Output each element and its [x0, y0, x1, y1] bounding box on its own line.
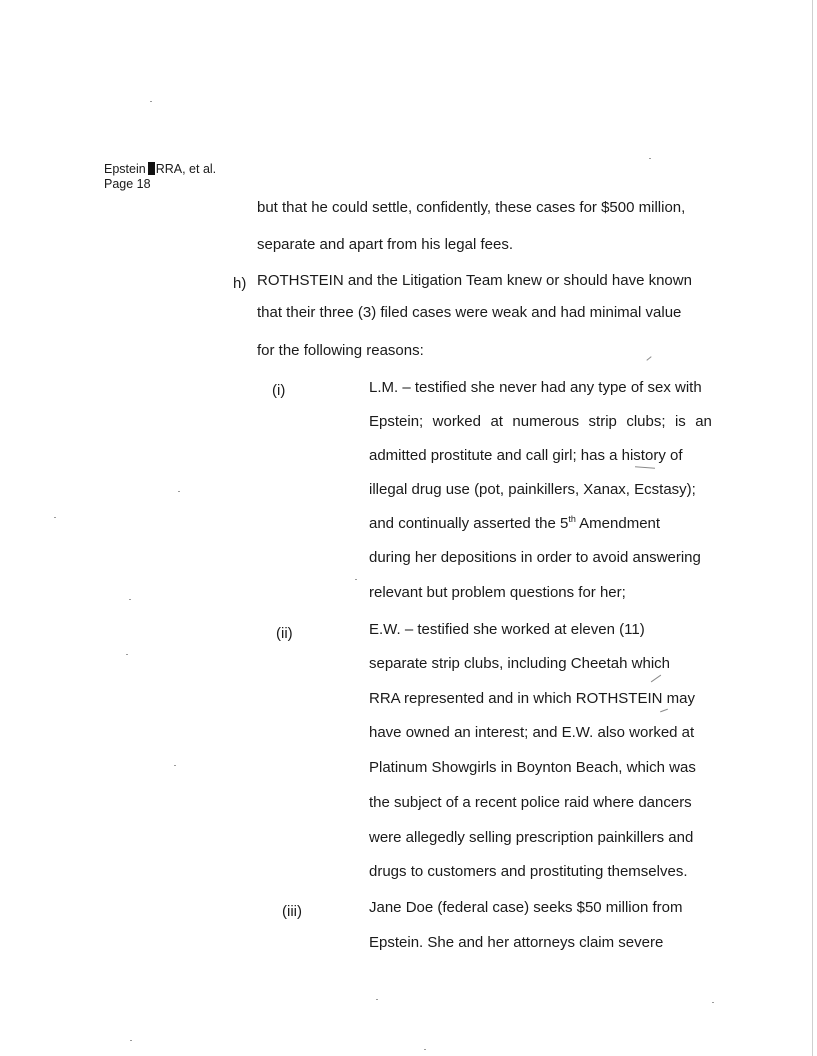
pen-mark	[651, 675, 661, 683]
body-line: that their three (3) filed cases were weak and had minimal value	[257, 304, 682, 321]
justified-word: is	[674, 413, 686, 430]
sub-item-ii-marker: (ii)	[276, 625, 293, 642]
justified-word: at	[490, 413, 503, 430]
body-line: L.M. – testified she never had any type of sex with	[369, 379, 702, 396]
header-case-caption: Epstein RRA, et al.	[104, 162, 217, 176]
body-line: RRA represented and in which ROTHSTEIN may	[369, 690, 695, 707]
body-line: drugs to customers and prostituting themselves.	[369, 863, 688, 880]
justified-word: strip	[588, 413, 617, 430]
body-line: were allegedly selling prescription painkillers and	[369, 829, 694, 846]
body-line: for the following reasons:	[257, 342, 424, 359]
scan-speck	[178, 491, 180, 492]
body-line: Epstein. She and her attorneys claim severe	[369, 934, 664, 951]
body-line: have owned an interest; and E.W. also worked at	[369, 724, 695, 741]
header-page-number: Page 18	[104, 177, 151, 191]
scan-speck	[150, 101, 152, 102]
body-line: Platinum Showgirls in Boynton Beach, which was	[369, 759, 696, 776]
scan-speck	[54, 517, 56, 518]
body-line-with-superscript: and continually asserted the 5th Amendment	[369, 514, 661, 532]
page-header	[104, 162, 216, 192]
sub-item-i-marker: (i)	[272, 382, 286, 399]
body-line: the subject of a recent police raid where dancers	[369, 794, 692, 811]
body-line-justified	[369, 413, 712, 431]
body-line: during her depositions in order to avoid answering	[369, 549, 701, 566]
scan-speck	[129, 599, 131, 600]
justified-word: Epstein;	[369, 413, 424, 430]
justified-word: clubs;	[626, 413, 666, 430]
scan-speck	[376, 999, 378, 1000]
page-edge-line	[812, 0, 813, 1056]
body-line: Jane Doe (federal case) seeks $50 million from	[369, 899, 683, 916]
body-line: illegal drug use (pot, painkillers, Xanax, Ecstasy);	[369, 481, 696, 498]
justified-word: numerous	[512, 413, 580, 430]
body-line: ROTHSTEIN and the Litigation Team knew or should have known	[257, 272, 692, 289]
item-h-marker: h)	[233, 275, 247, 292]
scan-speck	[355, 579, 357, 580]
scan-speck	[649, 158, 651, 159]
scan-speck	[424, 1049, 426, 1050]
body-line: admitted prostitute and call girl; has a history of	[369, 447, 683, 464]
scan-speck	[174, 765, 176, 766]
justified-word: worked	[432, 413, 481, 430]
sub-item-iii-marker: (iii)	[282, 903, 302, 920]
scan-speck	[126, 654, 128, 655]
pen-mark	[635, 466, 655, 468]
justified-word: an	[695, 413, 712, 430]
body-line: separate and apart from his legal fees.	[257, 236, 513, 253]
scan-speck	[712, 1002, 714, 1003]
body-line: relevant but problem questions for her;	[369, 584, 626, 601]
redaction-box	[148, 162, 155, 175]
body-line: E.W. – testified she worked at eleven (11)	[369, 621, 645, 638]
body-line: separate strip clubs, including Cheetah which	[369, 655, 671, 672]
scan-speck	[130, 1040, 132, 1041]
pen-mark	[646, 356, 651, 361]
pen-mark	[660, 709, 668, 713]
body-line: but that he could settle, confidently, these cases for $500 million,	[257, 199, 686, 216]
